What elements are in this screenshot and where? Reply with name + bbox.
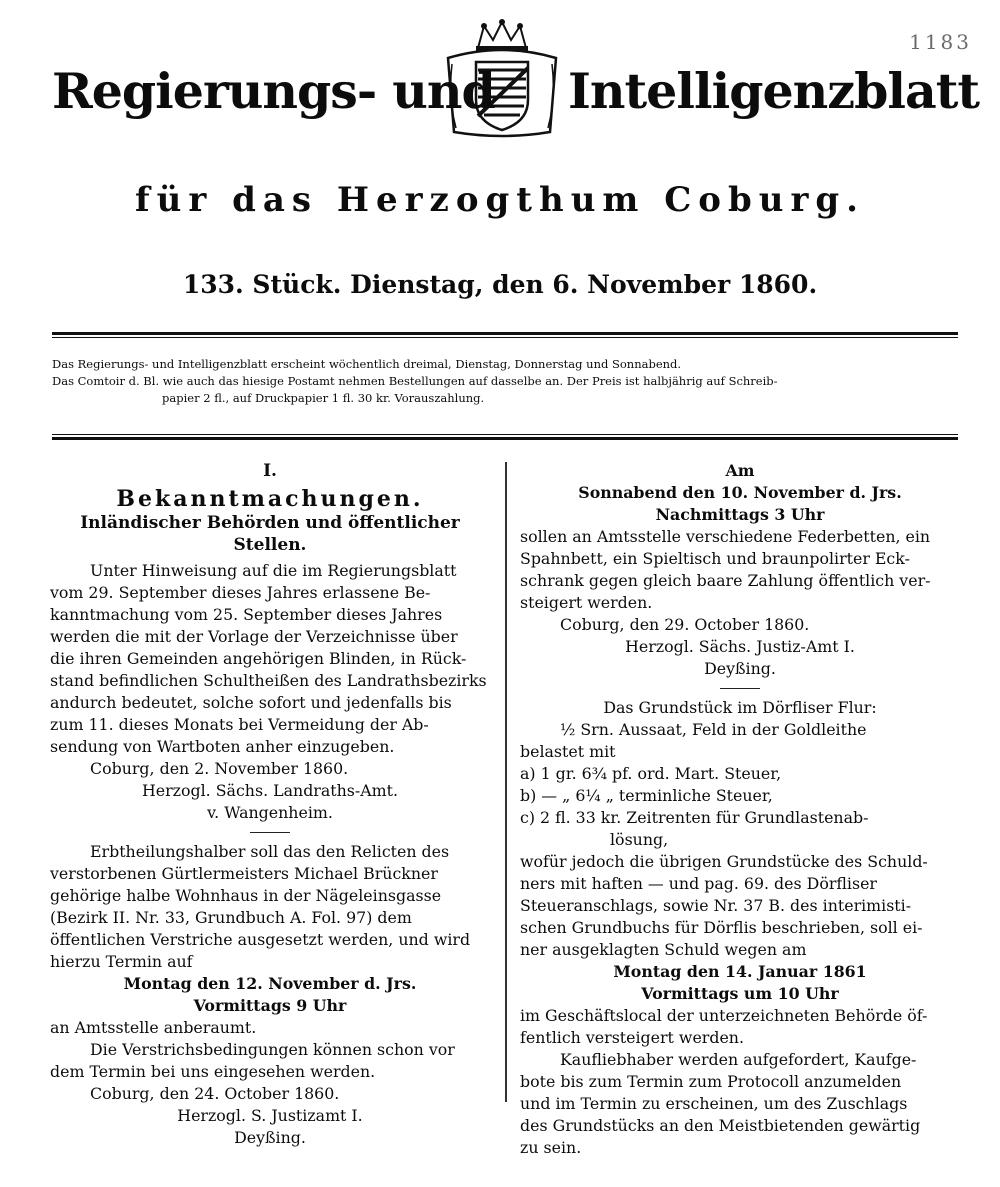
- authority: Herzogl. Sächs. Landraths-Amt.: [141, 781, 398, 800]
- announcement-furniture-auction: [520, 460, 960, 680]
- text-line: andurch bedeutet, solche sofort und jedenfalls bis: [50, 693, 452, 712]
- notice-line: papier 2 fl., auf Druckpapier 1 fl. 30 kr. Vorauszahlung.: [162, 391, 485, 405]
- text-line: schen Grundbuchs für Dörflis beschrieben, soll ei-: [520, 918, 923, 937]
- place-date: Coburg, den 2. November 1860.: [90, 759, 349, 778]
- text-line: Kaufliebhaber werden aufgefordert, Kaufge-: [560, 1050, 917, 1069]
- left-column: [50, 460, 490, 1149]
- notice-separator: [250, 832, 290, 833]
- list-item: lösung,: [610, 830, 669, 849]
- text-line: öffentlichen Verstriche ausgesetzt werden, und wird: [50, 930, 471, 949]
- signer: Deyßing.: [704, 659, 776, 678]
- notice-line: Das Comtoir d. Bl. wie auch das hiesige Postamt nehmen Bestellungen auf dasselbe an. Der Preis ist halbjährig auf Schreib-: [52, 374, 778, 388]
- notice-rule-thin: [52, 434, 958, 435]
- text-line: zum 11. dieses Monats bei Vermeidung der Ab-: [50, 715, 429, 734]
- signer: v. Wangenheim.: [207, 803, 333, 822]
- text-line: verstorbenen Gürtlermeisters Michael Brückner: [50, 864, 438, 883]
- section-number: I.: [263, 461, 277, 481]
- text-line: belastet mit: [520, 742, 616, 761]
- text-line: Am: [725, 461, 755, 480]
- subscription-notice: [52, 356, 958, 407]
- text-line: werden die mit der Vorlage der Verzeichnisse über: [50, 627, 458, 646]
- list-item: b) — „ 6¼ „ terminliche Steuer,: [520, 786, 773, 805]
- text-line: Das Grundstück im Dörfliser Flur:: [603, 698, 877, 717]
- text-line: des Grundstücks an den Meistbietenden gewärtig: [520, 1116, 921, 1135]
- text-line: wofür jedoch die übrigen Grundstücke des Schuld-: [520, 852, 928, 871]
- masthead-title-right: Intelligenzblatt: [568, 62, 979, 120]
- auction-date: Sonnabend den 10. November d. Jrs.: [578, 483, 902, 502]
- text-line: steigert werden.: [520, 593, 653, 612]
- auction-time: Vormittags 9 Uhr: [193, 996, 347, 1015]
- announcement-blind-lists: [50, 560, 490, 824]
- text-line: und im Termin zu erscheinen, um des Zuschlags: [520, 1094, 908, 1113]
- signer: Deyßing.: [234, 1128, 306, 1147]
- text-line: vom 29. September dieses Jahres erlassene Be-: [50, 583, 431, 602]
- text-line: sendung von Wartboten anher einzugeben.: [50, 737, 395, 756]
- text-line: Spahnbett, ein Spieltisch und braunpolirter Eck-: [520, 549, 910, 568]
- place-date: Coburg, den 29. October 1860.: [560, 615, 810, 634]
- masthead-title-left: Regierungs- und: [52, 62, 495, 120]
- text-line: bote bis zum Termin zum Protocoll anzumelden: [520, 1072, 902, 1091]
- text-line: Steueranschlags, sowie Nr. 37 B. des interimisti-: [520, 896, 912, 915]
- issue-line: 133. Stück. Dienstag, den 6. November 1860.: [182, 270, 818, 299]
- auction-date: Montag den 14. Januar 1861: [613, 962, 867, 981]
- text-line: zu sein.: [520, 1138, 582, 1157]
- notice-line: Das Regierungs- und Intelligenzblatt erscheint wöchentlich dreimal, Dienstag, Donnerstag und Sonnabend.: [52, 357, 682, 371]
- text-line: Die Verstrichsbedingungen können schon vor: [90, 1040, 455, 1059]
- text-line: hierzu Termin auf: [50, 952, 193, 971]
- text-line: dem Termin bei uns eingesehen werden.: [50, 1062, 376, 1081]
- text-line: stand befindlichen Schultheißen des Landrathsbezirks: [50, 671, 487, 690]
- announcement-house-auction: [50, 841, 490, 1149]
- authority: Herzogl. S. Justizamt I.: [177, 1106, 363, 1125]
- header-rule-thin: [52, 337, 958, 338]
- text-line: (Bezirk II. Nr. 33, Grundbuch A. Fol. 97) dem: [50, 908, 412, 927]
- text-line: ners mit haften — und pag. 69. des Dörfliser: [520, 874, 877, 893]
- place-date: Coburg, den 24. October 1860.: [90, 1084, 340, 1103]
- text-line: Unter Hinweisung auf die im Regierungsblatt: [90, 561, 457, 580]
- text-line: gehörige halbe Wohnhaus in der Nägeleinsgasse: [50, 886, 442, 905]
- text-line: ½ Srn. Aussaat, Feld in der Goldleithe: [560, 720, 867, 739]
- text-line: kanntmachung vom 25. September dieses Jahres: [50, 605, 443, 624]
- announcement-land-auction: [520, 697, 960, 1159]
- text-line: ner ausgeklagten Schuld wegen am: [520, 940, 807, 959]
- text-line: an Amtsstelle anberaumt.: [50, 1018, 257, 1037]
- notice-rule: [52, 437, 958, 440]
- notice-separator: [720, 688, 760, 689]
- section-title: Bekanntmachungen.: [116, 486, 424, 512]
- subsection-title: Inländischer Behörden und öffentlicher Stellen.: [80, 513, 460, 555]
- auction-time: Vormittags um 10 Uhr: [641, 984, 839, 1003]
- auction-time: Nachmittags 3 Uhr: [655, 505, 825, 524]
- text-line: die ihren Gemeinden angehörigen Blinden, in Rück-: [50, 649, 467, 668]
- text-line: schrank gegen gleich baare Zahlung öffentlich ver-: [520, 571, 931, 590]
- list-item: c) 2 fl. 33 kr. Zeitrenten für Grundlastenab-: [520, 808, 869, 827]
- column-divider: [505, 462, 507, 1102]
- header-rule: [52, 332, 958, 335]
- text-line: sollen an Amtsstelle verschiedene Federbetten, ein: [520, 527, 931, 546]
- auction-date: Montag den 12. November d. Jrs.: [123, 974, 417, 993]
- page-number: 1183: [909, 30, 972, 54]
- text-line: im Geschäftslocal der unterzeichneten Behörde öf-: [520, 1006, 928, 1025]
- right-column: [520, 460, 960, 1159]
- text-line: Erbtheilungshalber soll das den Relicten des: [90, 842, 450, 861]
- list-item: a) 1 gr. 6¾ pf. ord. Mart. Steuer,: [520, 764, 782, 783]
- authority: Herzogl. Sächs. Justiz-Amt I.: [625, 637, 855, 656]
- masthead-subtitle: für das Herzogthum Coburg.: [134, 180, 866, 220]
- text-line: fentlich versteigert werden.: [520, 1028, 745, 1047]
